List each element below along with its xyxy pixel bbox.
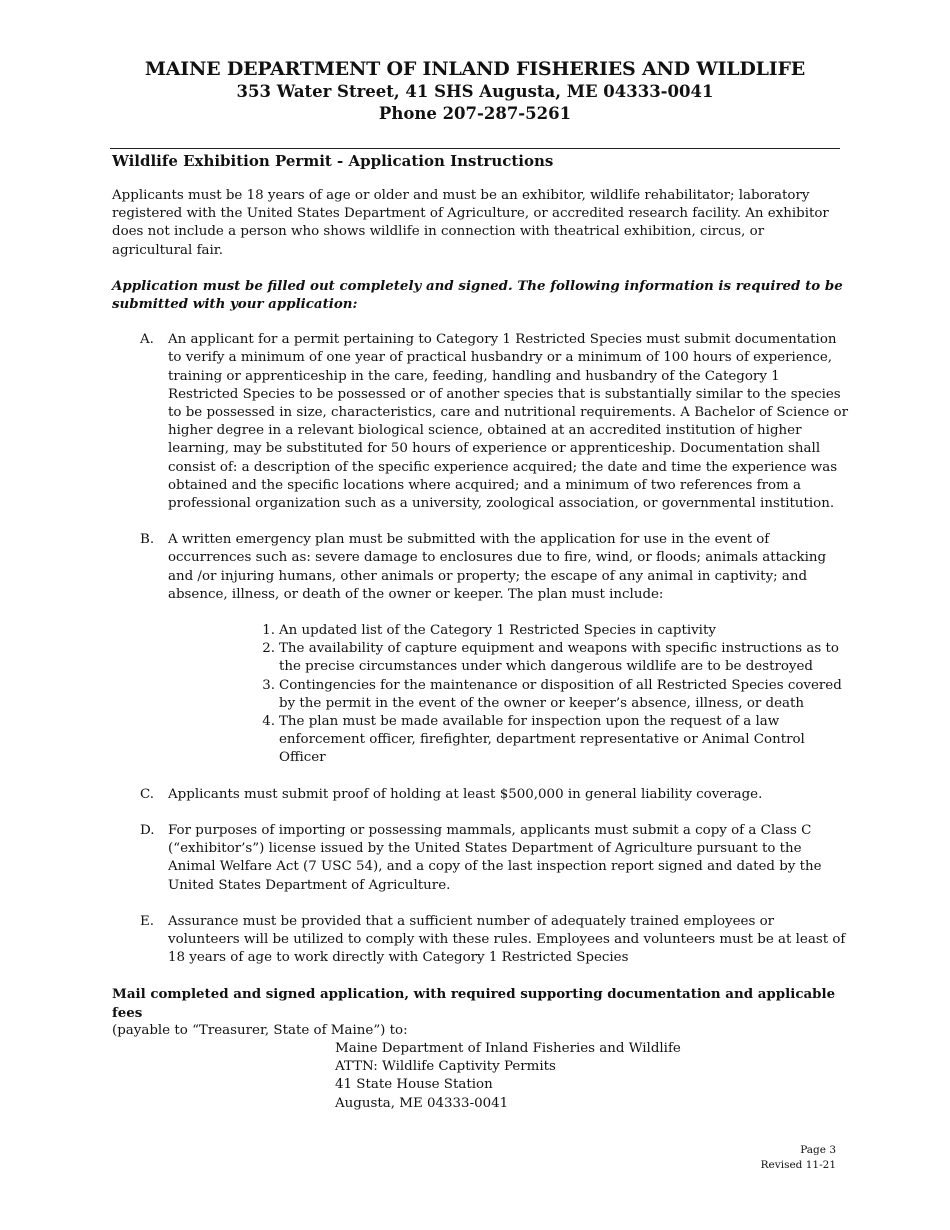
item-marker: E.	[140, 913, 155, 929]
org-phone: Phone 207-287-5261	[378, 104, 572, 123]
mailing-instructions	[112, 985, 848, 1112]
requirement-item-a	[112, 331, 848, 513]
header-divider	[110, 148, 840, 149]
subitem-text: The availability of capture equipment and weapons with specific instructions as to the precise circumstances under which dangerous wildlife are to be destroyed	[279, 641, 839, 675]
letterhead	[0, 57, 950, 125]
subitem-text: An updated list of the Category 1 Restricted Species in captivity	[279, 623, 716, 639]
address-line: 41 State House Station	[335, 1077, 493, 1093]
plan-subitem	[112, 713, 848, 768]
item-text: For purposes of importing or possessing mammals, applicants must submit a copy of a Class C (“exhibitor’s”) license issued by the United States Department of Agriculture pursuant to the Animal Welfare Act (7 USC 54), and a copy of the last inspection report signed and dated by the United States Department of Agriculture.	[168, 822, 822, 893]
requirement-note: Application must be filled out completely and signed. The following information is required to be submitted with your application:	[112, 277, 843, 313]
plan-subitem	[112, 622, 848, 640]
mail-instruction-bold: Mail completed and signed application, with required supporting documentation and applicable fees	[112, 986, 836, 1021]
page-footer	[761, 1143, 836, 1173]
emergency-plan-list	[112, 622, 848, 768]
requirement-item-b	[112, 531, 848, 604]
subitem-text: Contingencies for the maintenance or disposition of all Restricted Species covered by the permit in the event of the owner or keeper’s absence, illness, or death	[279, 677, 842, 711]
subitem-number: 1.	[262, 623, 275, 639]
plan-subitem	[112, 640, 848, 676]
item-text: Assurance must be provided that a sufficient number of adequately trained employees or volunteers will be utilized to comply with these rules. Employees and volunteers must be at least of 18 years of age to work directly with Category 1 Restricted Species	[168, 913, 846, 966]
requirements-list	[112, 331, 848, 967]
mail-instruction-payable: (payable to “Treasurer, State of Maine”) to:	[112, 1022, 408, 1038]
item-text: Applicants must submit proof of holding at least $500,000 in general liability coverage.	[168, 786, 763, 802]
requirement-item-d	[112, 822, 848, 895]
item-marker: D.	[140, 822, 155, 838]
intro-paragraph: Applicants must be 18 years of age or older and must be an exhibitor, wildlife rehabilitator; laboratory registered with the United States Department of Agriculture, or accredited research facility. An exhibitor does not include a person who shows wildlife in connection with theatrical exhibition, circus, or agricultural fair.	[112, 188, 829, 258]
address-line: ATTN: Wildlife Captivity Permits	[335, 1059, 556, 1075]
address-line: Maine Department of Inland Fisheries and Wildlife	[335, 1040, 681, 1056]
requirement-item-c	[112, 786, 848, 804]
item-text: An applicant for a permit pertaining to Category 1 Restricted Species must submit documentation to verify a minimum of one year of practical husbandry or a minimum of 100 hours of experience, training or apprenticeship in the care, feeding, handling and husbandry of the Category 1 Restricted Species to be possessed or of another species that is substantially similar to the species to be possessed in size, characteristics, care and nutritional requirements. A Bachelor of Science or higher degree in a relevant biological science, obtained at an accredited institution of higher learning, may be substituted for 50 hours of experience or apprenticeship. Documentation shall consist of: a description of the specific experience acquired; the date and time the experience was obtained and the specific locations where acquired; and a minimum of two references from a professional organization such as a university, zoological association, or governmental institution.	[168, 332, 849, 512]
subitem-number: 2.	[262, 641, 275, 657]
subitem-text: The plan must be made available for inspection upon the request of a law enforcement officer, firefighter, department representative or Animal Control Officer	[279, 714, 805, 766]
mailing-address	[335, 1040, 848, 1113]
item-text: A written emergency plan must be submitted with the application for use in the event of occurrences such as: severe damage to enclosures due to fire, wind, or floods; animals attacking and /or injuring humans, other animals or property; the escape of any animal in captivity; and absence, illness, or death of the owner or keeper. The plan must include:	[168, 532, 827, 602]
requirement-item-e	[112, 913, 848, 968]
plan-subitem	[112, 677, 848, 713]
org-address: 353 Water Street, 41 SHS Augusta, ME 04333-0041	[236, 82, 714, 101]
item-marker: B.	[140, 532, 155, 548]
revision-date: Revised 11-21	[760, 1159, 836, 1171]
subitem-number: 3.	[262, 677, 275, 693]
subitem-number: 4.	[262, 714, 275, 730]
document-body	[112, 150, 848, 1113]
item-marker: A.	[140, 332, 154, 348]
section-title: Wildlife Exhibition Permit - Application Instructions	[112, 152, 554, 170]
org-name: MAINE DEPARTMENT OF INLAND FISHERIES AND WILDLIFE	[144, 58, 806, 80]
item-marker: C.	[140, 786, 155, 802]
address-line: Augusta, ME 04333-0041	[335, 1095, 509, 1111]
page-number: Page 3	[800, 1144, 836, 1156]
